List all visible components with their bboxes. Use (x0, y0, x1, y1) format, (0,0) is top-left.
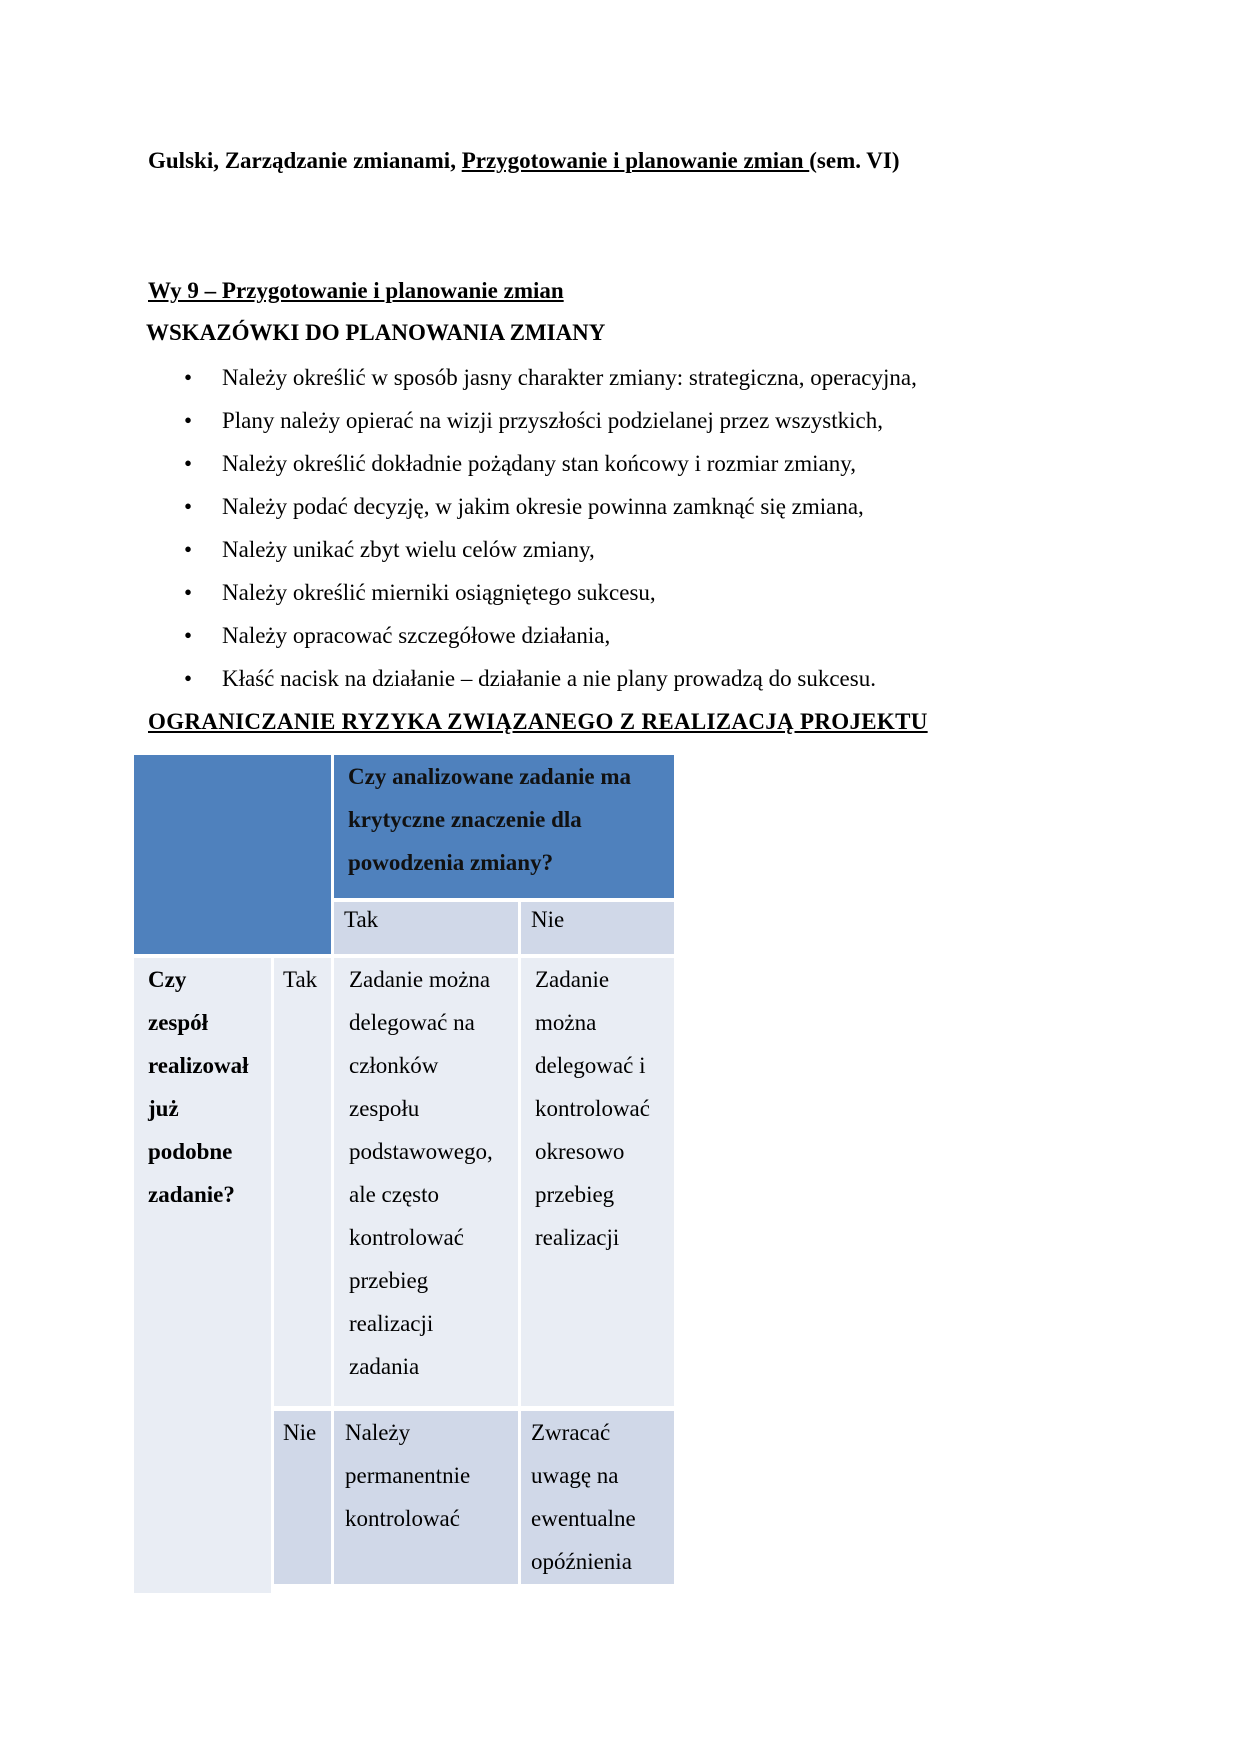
cell-line: zespół (148, 1010, 209, 1035)
guideline-text: Należy podać decyzję, w jakim okresie powinna zamknąć się zmiana, (222, 494, 864, 519)
cell-line: realizacji (535, 1225, 620, 1250)
cell-nie-tak (334, 1411, 518, 1584)
cell-line: przebieg (349, 1268, 429, 1293)
cell-line: delegować i (535, 1053, 646, 1078)
header-link[interactable]: Przygotowanie i planowanie zmian (461, 148, 810, 173)
cell-line: ewentualne (531, 1506, 636, 1531)
row-question-cell (134, 958, 271, 1593)
cell-line: Czy (148, 967, 187, 992)
column-question-cell (334, 755, 674, 898)
cell-line: zadania (349, 1354, 420, 1379)
cell-line: Zadanie można (349, 967, 491, 992)
cell-line: Zadanie (535, 967, 610, 992)
cell-line: Zwracać (531, 1420, 611, 1445)
cell-line: członków (349, 1053, 439, 1078)
cell-line: kontrolować (535, 1096, 650, 1121)
cell-line: można (535, 1010, 597, 1035)
cell-line: opóźnienia (531, 1549, 632, 1574)
bullet-icon: • (184, 408, 193, 433)
bullet-icon: • (184, 580, 193, 605)
cell-line: kontrolować (349, 1225, 464, 1250)
cell-line: realizował (148, 1053, 249, 1078)
cell-line: kontrolować (345, 1506, 460, 1531)
cell-line: Czy analizowane zadanie ma (348, 764, 632, 789)
column-header-nie: Nie (521, 902, 674, 954)
guideline-text: Należy określić mierniki osiągniętego sukcesu, (222, 580, 656, 605)
section-heading-risk: OGRANICZANIE RYZYKA ZWIĄZANEGO Z REALIZACJĄ PROJEKTU (148, 709, 928, 734)
cell-line: ale często (349, 1182, 440, 1207)
table-corner-cell (134, 755, 331, 954)
bullet-icon: • (184, 666, 193, 691)
cell-tak-tak (334, 958, 518, 1406)
row-header-tak: Tak (274, 958, 331, 1406)
cell-line: realizacji (349, 1311, 434, 1336)
header-suffix: (sem. VI) (809, 148, 900, 173)
cell-line: Należy (345, 1420, 411, 1445)
guideline-text: Plany należy opierać na wizji przyszłości podzielanej przez wszystkich, (222, 408, 883, 433)
cell-line: podobne (148, 1139, 233, 1164)
cell-line: krytyczne znaczenie dla (348, 807, 582, 832)
guideline-text: Należy określić w sposób jasny charakter zmiany: strategiczna, operacyjna, (222, 365, 917, 390)
guideline-text: Należy unikać zbyt wielu celów zmiany, (222, 537, 595, 562)
cell-line: permanentnie (345, 1463, 471, 1488)
column-header-tak: Tak (334, 902, 518, 954)
bullet-icon: • (184, 537, 193, 562)
header-prefix: Gulski, Zarządzanie zmianami, (148, 148, 462, 173)
cell-line: okresowo (535, 1139, 625, 1164)
cell-line: podstawowego, (349, 1139, 493, 1164)
guideline-text: Należy określić dokładnie pożądany stan końcowy i rozmiar zmiany, (222, 451, 856, 476)
cell-nie-nie (521, 1411, 674, 1584)
section-heading-guidelines: WSKAZÓWKI DO PLANOWANIA ZMIANY (146, 320, 606, 345)
cell-line: już (148, 1096, 179, 1121)
cell-line: delegować na (349, 1010, 475, 1035)
guideline-text: Kłaść nacisk na działanie – działanie a nie plany prowadzą do sukcesu. (222, 666, 876, 691)
guideline-text: Należy opracować szczegółowe działania, (222, 623, 611, 648)
row-header-nie: Nie (274, 1411, 331, 1584)
cell-tak-nie (521, 958, 674, 1406)
cell-line: zespołu (349, 1096, 420, 1121)
cell-line: przebieg (535, 1182, 615, 1207)
cell-line: zadanie? (148, 1182, 235, 1207)
document-header (148, 148, 900, 174)
bullet-icon: • (184, 494, 193, 519)
lecture-title: Wy 9 – Przygotowanie i planowanie zmian (148, 278, 564, 303)
bullet-icon: • (184, 451, 193, 476)
bullet-icon: • (184, 623, 193, 648)
cell-line: powodzenia zmiany? (348, 850, 554, 875)
bullet-icon: • (184, 365, 193, 390)
cell-line: uwagę na (531, 1463, 619, 1488)
